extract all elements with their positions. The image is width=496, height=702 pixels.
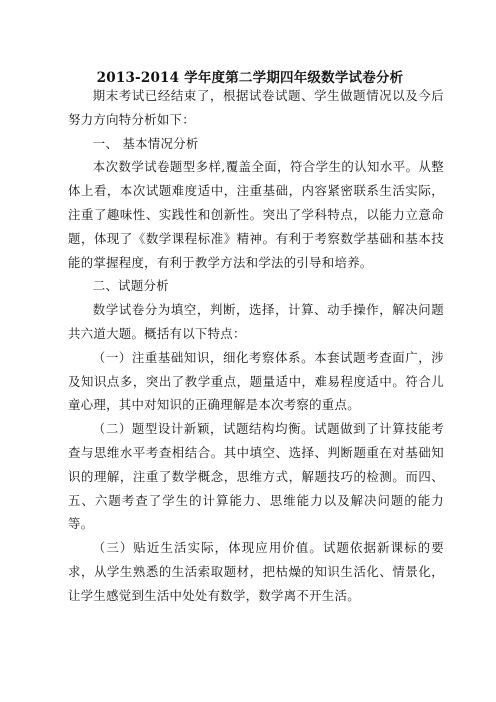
point-one-paragraph: （一）注重基础知识，细化考察体系。本套试题考查面广，涉及知识点多，突出了教学重点，题量适中，难易程度适中。符合儿童心理，其中对知识的正确理解是本次考察的重点。 (68, 349, 444, 413)
section-heading-basic: 一、 基本情况分析 (92, 135, 199, 151)
questions-overview-paragraph: 数学试卷分为填空，判断，选择，计算、动手操作，解决问题共六道大题。概括有以下特点： (68, 302, 444, 341)
point-three-paragraph: （三）贴近生活实际，体现应用价值。试题依据新课标的要求，从学生熟悉的生活索取题材，把枯燥的知识生活化、情景化， 让学生感觉到生活中处处有数学，数学离不开生活。 (68, 540, 444, 603)
document-title: 2013-2014 学年度第二学期四年级数学试卷分析 (96, 70, 404, 86)
basic-analysis-paragraph: 本次数学试卷题型多样,覆盖全面，符合学生的认知水平。从整体上看，本次试题难度适中，注重基础，内容紧密联系生活实际，注重了趣味性、实践性和创新性。突出了学科特点，以能力立意命题，体现了《数学课程标准》精神。有利于考察数学基础和基本技能的掌握程度，有利于教学方法和学法的引导和培养。 (68, 159, 444, 270)
point-two-paragraph: （二）题型设计新颖，试题结构均衡。试题做到了计算技能考查与思维水平考查相结合。其中填空、选择、判断题重在对基础知识的理解，注重了数学概念，思维方式，解题技巧的检测。而四、五、六题考查了学生的计算能力、思维能力以及解决问题的能力等。 (68, 421, 444, 532)
intro-paragraph: 期末考试已经结束了，根据试卷试题、学生做题情况以及今后努力方向特分析如下： (68, 88, 444, 127)
document-body (68, 84, 444, 608)
section-heading-questions: 二、试题分析 (92, 278, 169, 294)
